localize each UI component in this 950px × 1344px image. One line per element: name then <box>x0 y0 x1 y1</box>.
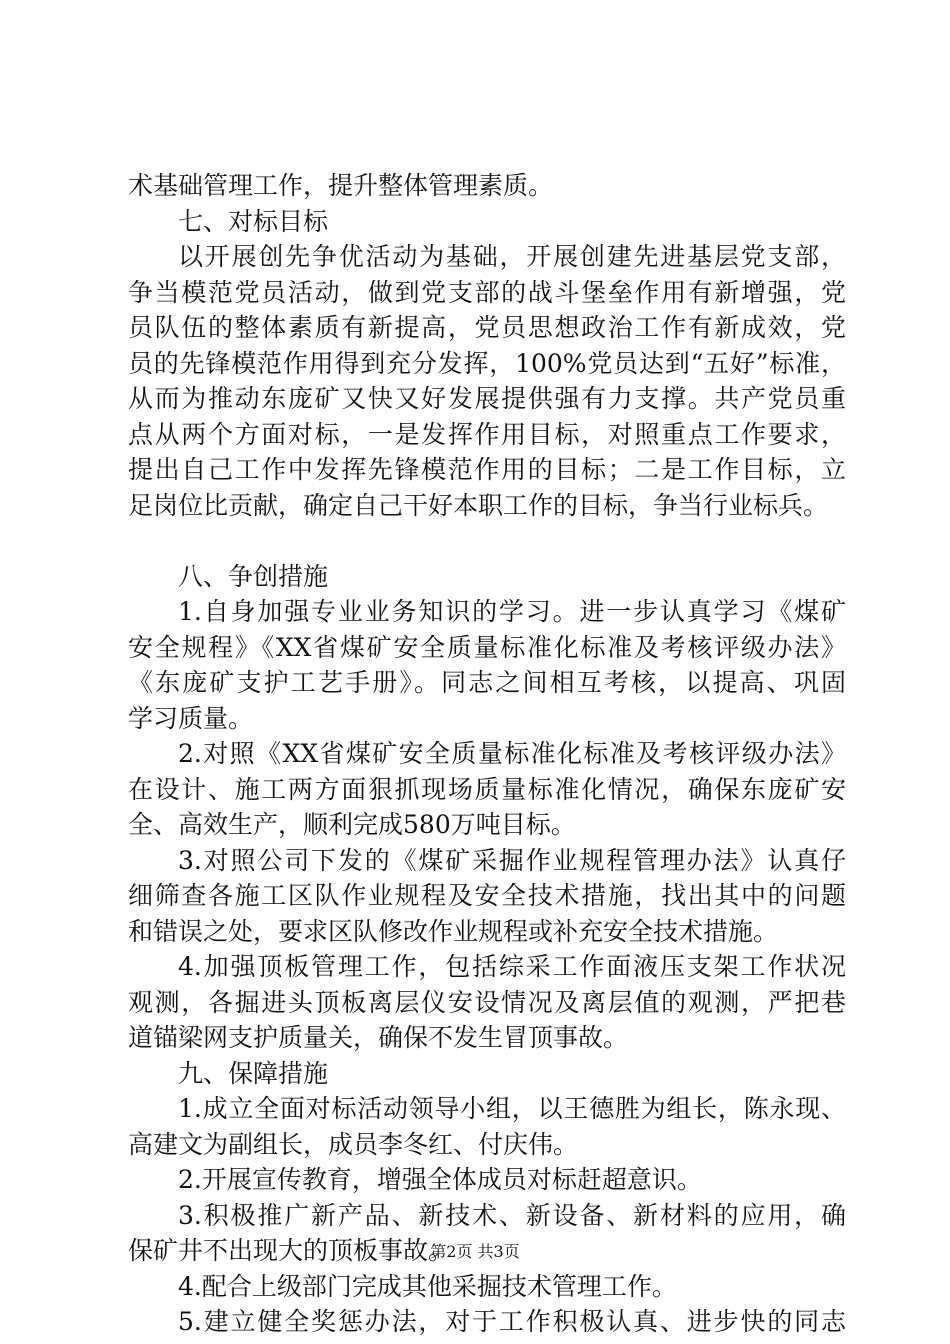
page-footer: 第2页 共3页 <box>430 1242 520 1261</box>
section-heading-measures: 八、争创措施 <box>178 561 329 591</box>
paragraph-line: 学习质量。 <box>128 703 254 733</box>
paragraph-line: 观测，各掘进头顶板离层仪安设情况及离层值的观测，严把巷 <box>128 987 846 1017</box>
paragraph-line: 以开展创先争优活动为基础，开展创建先进基层党支部， <box>178 242 846 271</box>
blank-line <box>128 523 846 559</box>
paragraph-line: 道锚梁网支护质量关，确保不发生冒顶事故。 <box>128 1023 629 1052</box>
paragraph-line: 安全规程》《XX省煤矿安全质量标准化标准及考核评级办法》 <box>128 632 846 662</box>
paragraph-line: 在设计、施工两方面狠抓现场质量标准化情况，确保东庞矿安 <box>128 774 846 804</box>
paragraph-line: 高建文为副组长，成员李冬红、付庆伟。 <box>128 1129 579 1159</box>
paragraph-line: 4.配合上级部门完成其他采掘技术管理工作。 <box>178 1271 677 1301</box>
paragraph-line: 2.开展宣传教育，增强全体成员对标赶超意识。 <box>178 1165 702 1194</box>
paragraph-line: 争当模范党员活动，做到党支部的战斗堡垒作用有新增强，党 <box>128 277 846 307</box>
body-text <box>128 168 846 1340</box>
paragraph-line: 术基础管理工作，提升整体管理素质。 <box>128 171 554 200</box>
paragraph-line: 从而为推动东庞矿又快又好发展提供强有力支撑。共产党员重 <box>128 384 846 413</box>
paragraph-line: 细筛查各施工区队作业规程及安全技术措施，找出其中的问题 <box>128 881 846 910</box>
paragraph-line: 提出自己工作中发挥先锋模范作用的目标；二是工作目标，立 <box>128 455 846 484</box>
paragraph-line: 1.成立全面对标活动领导小组，以王德胜为组长，陈永现、 <box>178 1094 846 1123</box>
paragraph-line: 员队伍的整体素质有新提高，党员思想政治工作有新成效，党 <box>128 313 846 342</box>
paragraph-line: 《东庞矿支护工艺手册》。同志之间相互考核，以提高、巩固 <box>128 668 846 697</box>
paragraph-line: 2.对照《XX省煤矿安全质量标准化标准及考核评级办法》 <box>178 739 846 768</box>
paragraph-line: 4.加强顶板管理工作，包括综采工作面液压支架工作状况 <box>178 952 846 981</box>
paragraph-line: 1.自身加强专业业务知识的学习。进一步认真学习《煤矿 <box>178 597 846 626</box>
section-heading-guarantees: 九、保障措施 <box>178 1058 329 1088</box>
section-heading-targets: 七、对标目标 <box>178 206 329 236</box>
paragraph-line: 5.建立健全奖惩办法，对于工作积极认真、进步快的同志 <box>178 1307 846 1336</box>
paragraph-line: 点从两个方面对标，一是发挥作用目标，对照重点工作要求， <box>128 419 846 449</box>
paragraph-line: 员的先锋模范作用得到充分发挥，100%党员达到“五好”标准， <box>128 348 846 378</box>
paragraph-line: 全、高效生产，顺利完成580万吨目标。 <box>128 810 576 839</box>
paragraph-line: 3.积极推广新产品、新技术、新设备、新材料的应用，确 <box>178 1200 846 1230</box>
paragraph-line: 足岗位比贡献，确定自己干好本职工作的目标，争当行业标兵。 <box>128 490 829 520</box>
paragraph-line: 保矿井不出现大的顶板事故。 <box>128 1236 454 1265</box>
paragraph-line: 3.对照公司下发的《煤矿采掘作业规程管理办法》认真仔 <box>178 845 846 875</box>
paragraph-line: 和错误之处，要求区队修改作业规程或补充安全技术措施。 <box>128 916 779 946</box>
